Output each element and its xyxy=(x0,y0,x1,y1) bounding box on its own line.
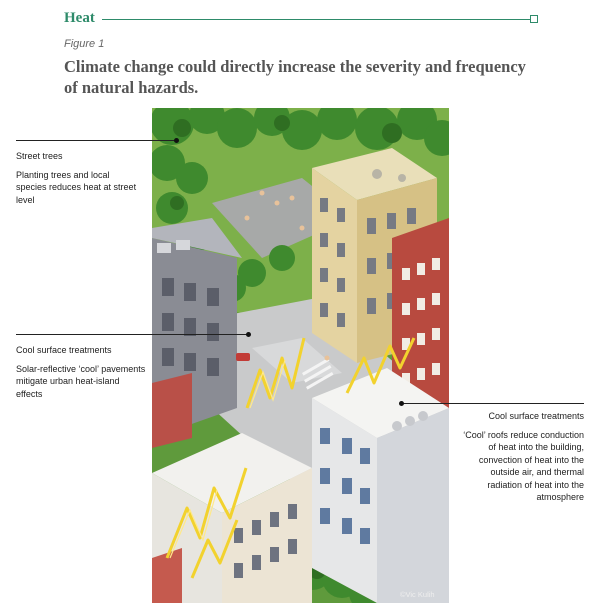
callout-street-trees-body: Planting trees and local species reduces heat at street level xyxy=(16,169,137,205)
leader-line-cool-pavements xyxy=(16,334,248,335)
callout-cool-roofs-body: ‘Cool’ roofs reduce conduction of heat into the building, convection of heat into the outside air, and thermal radiation of heat into the atmosphere xyxy=(463,429,584,502)
leader-line-cool-roofs xyxy=(402,403,584,404)
callout-street-trees-title: Street trees xyxy=(16,151,63,161)
header-rule xyxy=(102,19,532,20)
leader-dot-cool-roofs xyxy=(399,401,404,406)
header-rule-end-marker xyxy=(530,15,538,23)
callout-cool-pavements-body: Solar-reflective ‘cool’ pavements mitigate urban heat-island effects xyxy=(16,363,146,399)
leader-dot-street-trees xyxy=(174,138,179,143)
city-heat-illustration xyxy=(152,108,449,603)
figure-label: Figure 1 xyxy=(64,38,105,50)
illustration-credit: ©Vic Kulih xyxy=(400,590,435,599)
callout-cool-roofs-title: Cool surface treatments xyxy=(488,411,584,421)
callout-cool-pavements-title: Cool surface treatments xyxy=(16,345,112,355)
section-title: Heat xyxy=(64,10,95,26)
figure-title: Climate change could directly increase the severity and frequency of natural hazards. xyxy=(64,57,526,97)
section-header xyxy=(64,10,544,30)
callout-street-trees xyxy=(16,150,142,206)
leader-dot-cool-pavements xyxy=(246,332,251,337)
leader-line-street-trees xyxy=(16,140,176,141)
callout-cool-roofs xyxy=(460,410,584,504)
callout-cool-pavements xyxy=(16,344,148,400)
